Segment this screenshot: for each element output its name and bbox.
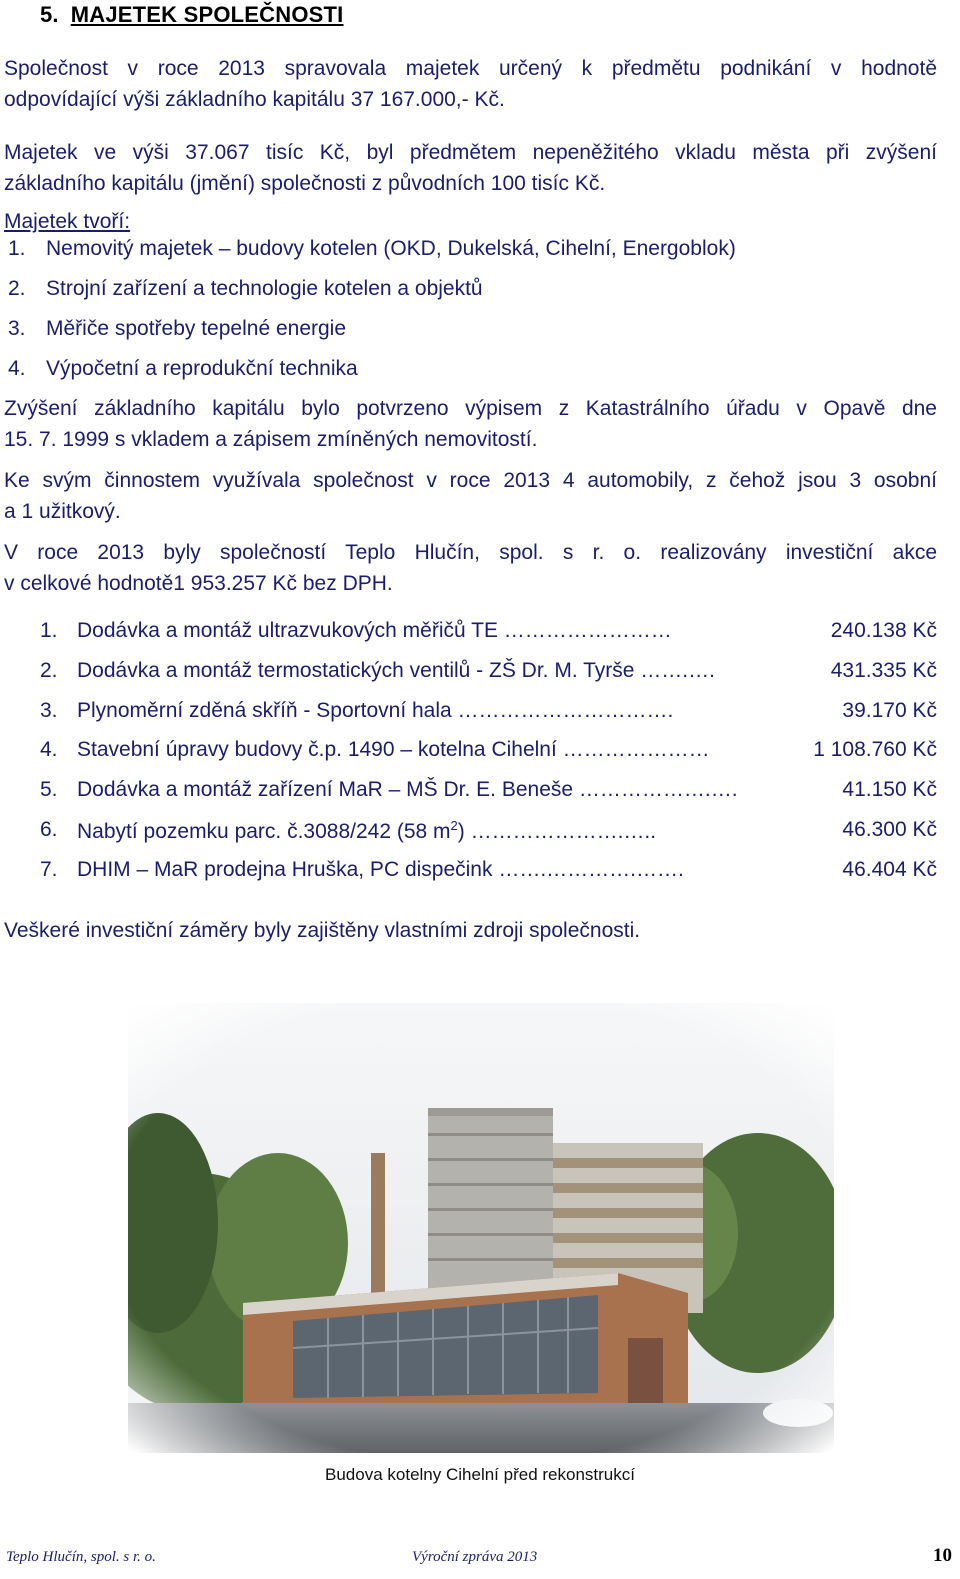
closing-paragraph: Veškeré investiční záměry byly zajištěny vlastními zdroji společnosti.: [4, 919, 641, 942]
vehicles-paragraph: [4, 465, 937, 527]
investment-row: 6. Nabytí pozemku parc. č.3088/242 (58 $m^2$) ………………….….. 46.300 Kč: [40, 818, 937, 843]
capital-increase-paragraph: [4, 393, 937, 455]
capital-line-2: 15. 7. 1999 s vkladem a zápisem zmíněných nemovitostí.: [4, 428, 538, 451]
page-footer: [0, 1545, 960, 1579]
page-number: 10: [933, 1545, 952, 1566]
investment-row: 2. Dodávka a montáž termostatických ventilů - ZŠ Dr. M. Tyrše …….…. 431.335 Kč: [40, 659, 937, 682]
investment-amount: 39.170 Kč: [842, 699, 937, 722]
list-item: 2. Strojní zařízení a technologie kotelen a objektů: [8, 277, 483, 300]
investments-intro-line-2: v celkové hodnotě1 953.257 Kč bez DPH.: [4, 572, 393, 595]
vehicles-line-1: Ke svým činnostem využívala společnost v roce 2013 4 automobily, z čehož jsou 3 osobní: [4, 469, 937, 492]
assets-label: Majetek tvoří:: [4, 210, 131, 233]
contribution-paragraph: [4, 137, 937, 199]
section-number: 5.: [40, 2, 59, 27]
intro-line-1: Společnost v roce 2013 spravovala majetek určený k předmětu podnikání v hodnotě: [4, 57, 937, 80]
list-item: 4. Výpočetní a reprodukční technika: [8, 357, 358, 380]
investment-amount: 1 108.760 Kč: [813, 738, 937, 761]
section-title: MAJETEK SPOLEČNOSTI: [70, 2, 344, 27]
investments-intro-line-1: V roce 2013 byly společností Teplo Hlučín, spol. s r. o. realizovány investiční akce: [4, 541, 937, 564]
investment-row: 4. Stavební úpravy budovy č.p. 1490 – kotelna Cihelní ………………… 1 108.760 Kč: [40, 738, 937, 761]
capital-line-1: Zvýšení základního kapitálu bylo potvrzeno výpisem z Katastrálního úřadu v Opavě dne: [4, 397, 937, 420]
investment-row: 7. DHIM – MaR prodejna Hruška, PC dispečink …….………….……. 46.404 Kč: [40, 858, 937, 881]
footer-company: Teplo Hlučín, spol. s r. o.: [6, 1549, 156, 1565]
investments-intro-paragraph: [4, 537, 937, 599]
intro-line-2: odpovídající výši základního kapitálu 37 167.000,- Kč.: [4, 88, 505, 111]
investment-amount: 240.138 Kč: [830, 619, 937, 642]
list-item: 1. Nemovitý majetek – budovy kotelen (OKD, Dukelská, Cihelní, Energoblok): [8, 237, 736, 260]
investment-row: 3. Plynoměrní zděná skříň - Sportovní hala …………………………. 39.170 Kč: [40, 699, 937, 722]
investment-amount: 41.150 Kč: [842, 778, 937, 801]
footer-report-title: Výroční zpráva 2013: [412, 1549, 538, 1565]
contribution-line-1: Majetek ve výši 37.067 tisíc Kč, byl předmětem nepeněžitého vkladu města při zvýšení: [4, 141, 937, 164]
investment-amount: 46.300 Kč: [842, 818, 937, 841]
list-item: 3. Měřiče spotřeby tepelné energie: [8, 317, 347, 340]
investment-row: 5. Dodávka a montáž zařízení MaR – MŠ Dr. E. Beneše ……………….…. 41.150 Kč: [40, 778, 937, 801]
contribution-line-2: základního kapitálu (jmění) společnosti z původních 100 tisíc Kč.: [4, 172, 606, 195]
intro-paragraph: [4, 53, 937, 115]
investment-amount: 46.404 Kč: [842, 858, 937, 881]
boiler-house-photo: [128, 1003, 834, 1453]
photo-caption: Budova kotelny Cihelní před rekonstrukcí: [325, 1465, 635, 1484]
section-heading: [40, 2, 343, 28]
investment-row: 1. Dodávka a montáž ultrazvukových měřičů TE …………………… 240.138 Kč: [40, 619, 937, 642]
investment-amount: 431.335 Kč: [830, 659, 937, 682]
vehicles-line-2: a 1 užitkový.: [4, 500, 121, 523]
